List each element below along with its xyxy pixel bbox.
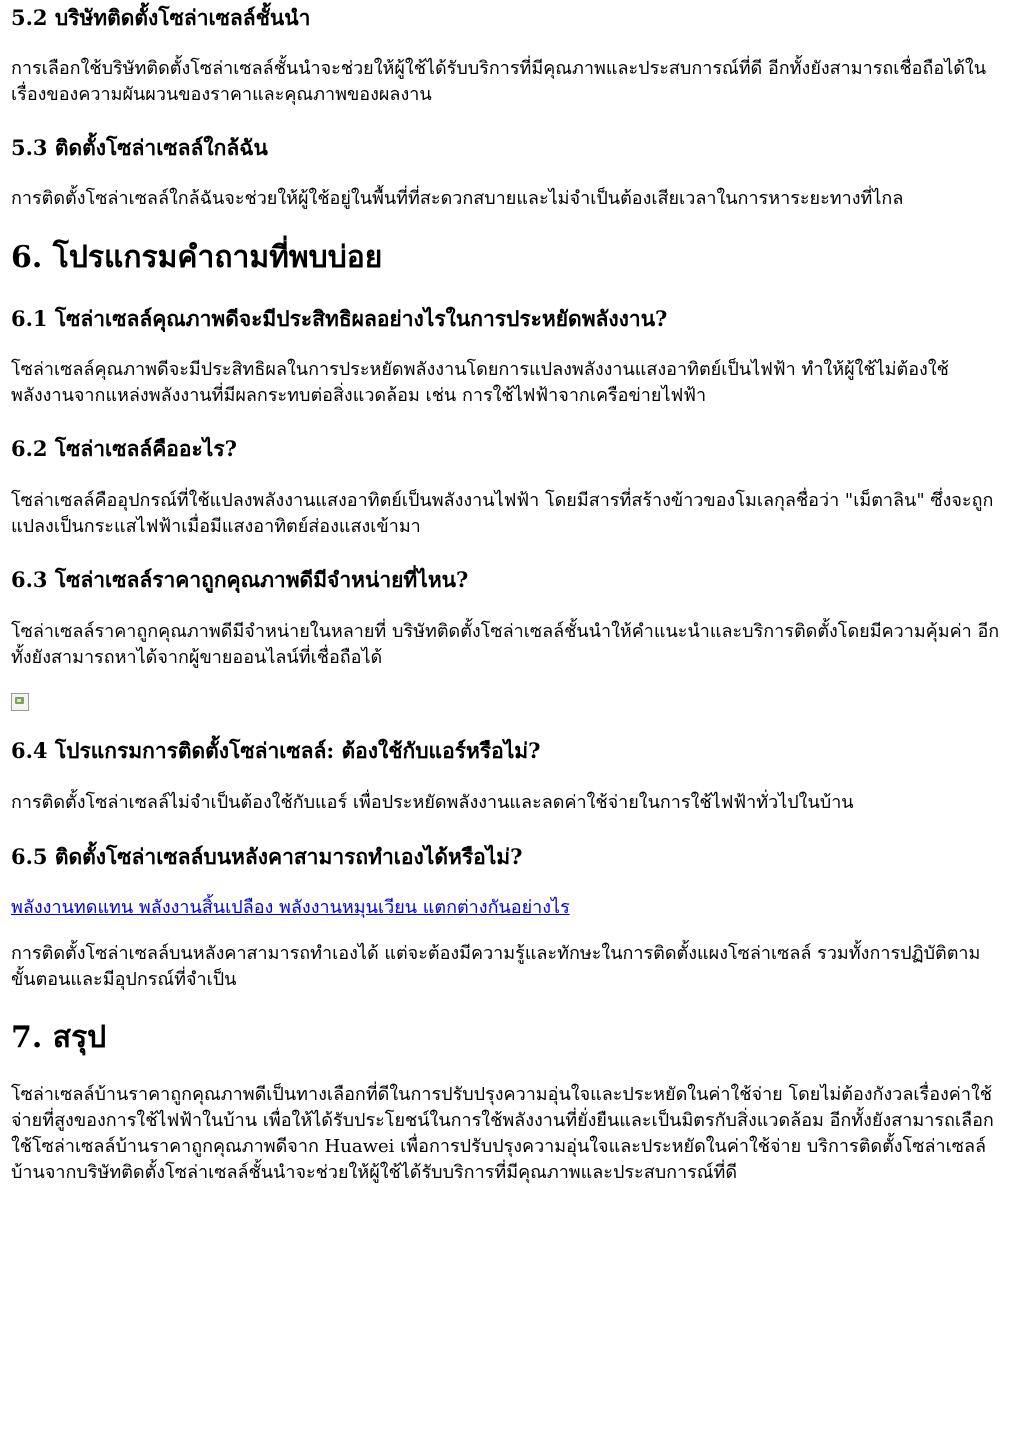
link-paragraph: [11, 895, 1003, 921]
paragraph-7: โซล่าเซลล์บ้านราคาถูกคุณภาพดีเป็นทางเลือกที่ดีในการปรับปรุงความอุ่นใจและประหยัดในค่าใช้จ่าย โดยไม่ต้องกังวลเรื่องค่าใช้จ่ายที่สูงของการใช้ไฟฟ้าในบ้าน เพื่อให้ได้รับประโยชน์ในการใช้พลังงานที่ยั่งยืนและเป็นมิตรกับสิ่งแวดล้อม อีกทั้งยังสามารถเลือกใช้โซล่าเซลล์บ้านราคาถูกคุณภาพดีจาก Huawei เพื่อการปรับปรุงความอุ่นใจและประหยัดในค่าใช้จ่าย บริการติดตั้งโซล่าเซลล์บ้านจากบริษัทติดตั้งโซล่าเซลล์ชั้นนำจะช่วยให้ผู้ใช้ได้รับบริการที่มีคุณภาพและประสบการณ์ที่ดี: [11, 1084, 994, 1183]
heading-6: 6. โปรแกรมคำถามที่พบบ่อย: [11, 240, 383, 275]
heading-5-2: 5.2 บริษัทติดตั้งโซล่าเซลล์ชั้นนำ: [11, 5, 311, 30]
heading-6-4: 6.4 โปรแกรมการติดตั้งโซล่าเซลล์: ต้องใช้กับแอร์หรือไม่?: [11, 738, 541, 763]
heading-6-2: 6.2 โซล่าเซลล์คืออะไร?: [11, 436, 237, 461]
heading-6-3: 6.3 โซล่าเซลล์ราคาถูกคุณภาพดีมีจำหน่ายที่ไหน?: [11, 567, 469, 592]
paragraph-5-3: การติดตั้งโซล่าเซลล์ใกล้ฉันจะช่วยให้ผู้ใช้อยู่ในพื้นที่ที่สะดวกสบายและไม่จำเป็นต้องเสียเวลาในการหาระยะทางที่ไกล: [11, 188, 904, 209]
broken-image-icon: [11, 693, 29, 711]
renewable-energy-link[interactable]: พลังงานทดแทน พลังงานสิ้นเปลือง พลังงานหมุนเวียน แตกต่างกันอย่างไร: [11, 897, 570, 918]
heading-7: 7. สรุป: [11, 1020, 107, 1055]
heading-5-3: 5.3 ติดตั้งโซล่าเซลล์ใกล้ฉัน: [11, 135, 268, 160]
heading-6-5: 6.5 ติดตั้งโซล่าเซลล์บนหลังคาสามารถทำเองได้หรือไม่?: [11, 844, 523, 869]
paragraph-6-1: โซล่าเซลล์คุณภาพดีจะมีประสิทธิผลในการประหยัดพลังงานโดยการแปลงพลังงานแสงอาทิตย์เป็นไฟฟ้า ทำให้ผู้ใช้ไม่ต้องใช้พลังงานจากแหล่งพลังงานที่มีผลกระทบต่อสิ่งแวดล้อม เช่น การใช้ไฟฟ้าจากเครือข่ายไฟฟ้า: [11, 359, 949, 406]
paragraph-6-4: การติดตั้งโซล่าเซลล์ไม่จำเป็นต้องใช้กับแอร์ เพื่อประหยัดพลังงานและลดค่าใช้จ่ายในการใช้ไฟฟ้าทั่วไปในบ้าน: [11, 792, 854, 813]
paragraph-6-2: โซล่าเซลล์คืออุปกรณ์ที่ใช้แปลงพลังงานแสงอาทิตย์เป็นพลังงานไฟฟ้า โดยมีสารที่สร้างข้าวของโมเลกุลชื่อว่า "เม็ตาลิน" ซึ่งจะถูกแปลงเป็นกระแสไฟฟ้าเมื่อมีแสงอาทิตย์ส่องแสงเข้ามา: [11, 490, 994, 537]
paragraph-6-3: โซล่าเซลล์ราคาถูกคุณภาพดีมีจำหน่ายในหลายที่ บริษัทติดตั้งโซล่าเซลล์ชั้นนำให้คำแนะนำและบริการติดตั้งโดยมีความคุ้มค่า อีกทั้งยังสามารถหาได้จากผู้ขายออนไลน์ที่เชื่อถือได้: [11, 621, 1000, 668]
paragraph-6-5: การติดตั้งโซล่าเซลล์บนหลังคาสามารถทำเองได้ แต่จะต้องมีความรู้และทักษะในการติดตั้งแผงโซล่าเซลล์ รวมทั้งการปฏิบัติตามขั้นตอนและมีอุปกรณ์ที่จำเป็น: [11, 943, 981, 990]
heading-6-1: 6.1 โซล่าเซลล์คุณภาพดีจะมีประสิทธิผลอย่างไรในการประหยัดพลังงาน?: [11, 306, 668, 331]
paragraph-5-2: การเลือกใช้บริษัทติดตั้งโซล่าเซลล์ชั้นนำจะช่วยให้ผู้ใช้ได้รับบริการที่มีคุณภาพและประสบการณ์ที่ดี อีกทั้งยังสามารถเชื่อถือได้ในเรื่องของความผันผวนของราคาและคุณภาพของผลงาน: [11, 58, 987, 105]
